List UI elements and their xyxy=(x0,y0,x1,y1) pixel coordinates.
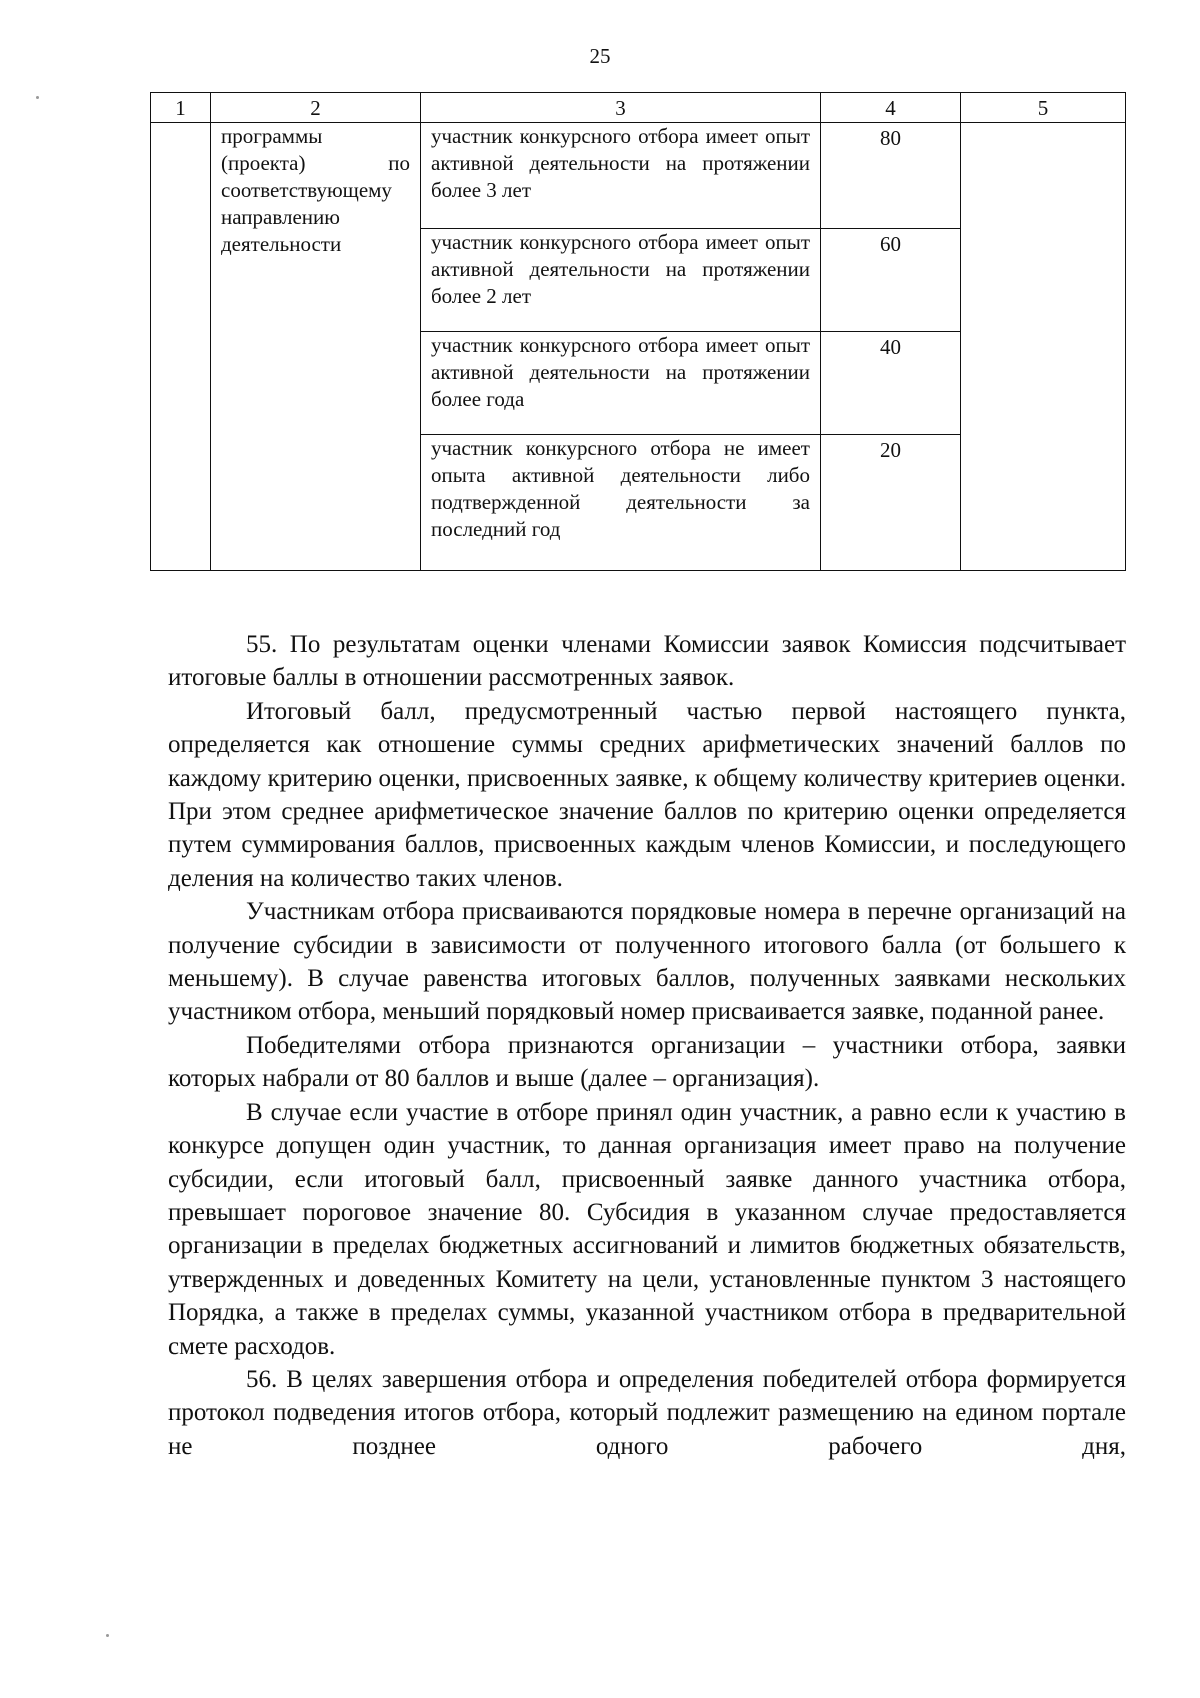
criterion-option-cell xyxy=(421,229,821,332)
table-cell-notes xyxy=(961,123,1126,571)
criterion-option-text: участник конкурсного отбора имеет опыт активной деятельности на протяжении xyxy=(431,333,810,384)
document-body xyxy=(168,628,1126,1463)
page-number: 25 xyxy=(589,44,611,68)
criterion-option-text-end: более 2 лет xyxy=(431,284,532,308)
criterion-option-cell xyxy=(421,123,821,229)
paragraph: 55. По результатам оценки членами Комиссии заявок Комиссия подсчитывает итоговые баллы в отношении рассмотренных заявок. xyxy=(168,631,1126,692)
criterion-option-text: участник конкурсного отбора имеет опыт активной деятельности на протяжении xyxy=(431,230,810,281)
score-cell: 60 xyxy=(821,229,961,332)
table-header-row xyxy=(151,93,1126,123)
criterion-option-text-end: последний год xyxy=(431,517,561,541)
table-cell-number xyxy=(151,123,211,571)
criterion-option-cell xyxy=(421,332,821,435)
column-header: 3 xyxy=(421,93,821,123)
table-row xyxy=(151,123,1126,229)
paragraph: Итоговый балл, предусмотренный частью первой настоящего пункта, определяется как отношение суммы средних арифметических значений баллов по каждому критерию оценки, присвоенных заявке, к общему количеству критериев оценки. При этом среднее арифметическое значение баллов по критерию оценки определяется путем суммирования баллов, присвоенных каждым членов Комиссии, и последующего деления на количество таких членов. xyxy=(168,697,1126,892)
criterion-option-text-end: более 3 лет xyxy=(431,178,532,202)
paragraph: В случае если участие в отборе принял один участник, а равно если к участию в конкурсе допущен один участник, то данная организация имеет право на получение субсидии, если итоговый балл, присвоенный заявке данного участника отбора, превышает пороговое значение 80. Субсидия в указанном случае предоставляется организации в пределах бюджетных ассигнований и лимитов бюджетных обязательств, утвержденных и доведенных Комитету на цели, установленные пунктом 3 настоящего Порядка, а также в пределах суммы, указанной участником отбора в предварительной смете расходов. xyxy=(168,1098,1126,1360)
score-cell: 40 xyxy=(821,332,961,435)
column-header: 2 xyxy=(211,93,421,123)
criterion-name: программы (проекта) по соответствующему направлению деятельности xyxy=(221,124,410,256)
paragraph: 56. В целях завершения отбора и определения победителей отбора формируется протокол подведения итогов отбора, который подлежит размещению на едином портале не позднее одного рабочего дня, xyxy=(168,1365,1126,1460)
paragraph: Участникам отбора присваиваются порядковые номера в перечне организаций на получение субсидии в зависимости от полученного итогового балла (от большего к меньшему). В случае равенства итоговых баллов, полученных заявками нескольких участником отбора, меньший порядковый номер присваивается заявке, поданной ранее. xyxy=(168,898,1126,1026)
scan-speck xyxy=(106,1634,109,1637)
criterion-name-cell xyxy=(211,123,421,571)
criteria-table xyxy=(150,92,1126,571)
scan-speck xyxy=(36,96,39,99)
score-cell: 80 xyxy=(821,123,961,229)
column-header: 4 xyxy=(821,93,961,123)
column-header: 5 xyxy=(961,93,1126,123)
score-cell: 20 xyxy=(821,435,961,571)
criterion-option-text: участник конкурсного отбора не имеет опыта активной деятельности либо подтвержденной деятельности за xyxy=(431,436,810,514)
criterion-option-text: участник конкурсного отбора имеет опыт активной деятельности на протяжении xyxy=(431,124,810,175)
paragraph: Победителями отбора признаются организации – участники отбора, заявки которых набрали от 80 баллов и выше (далее – организация). xyxy=(168,1031,1126,1093)
column-header: 1 xyxy=(151,93,211,123)
criterion-option-cell xyxy=(421,435,821,571)
criterion-option-text-end: более года xyxy=(431,387,525,411)
